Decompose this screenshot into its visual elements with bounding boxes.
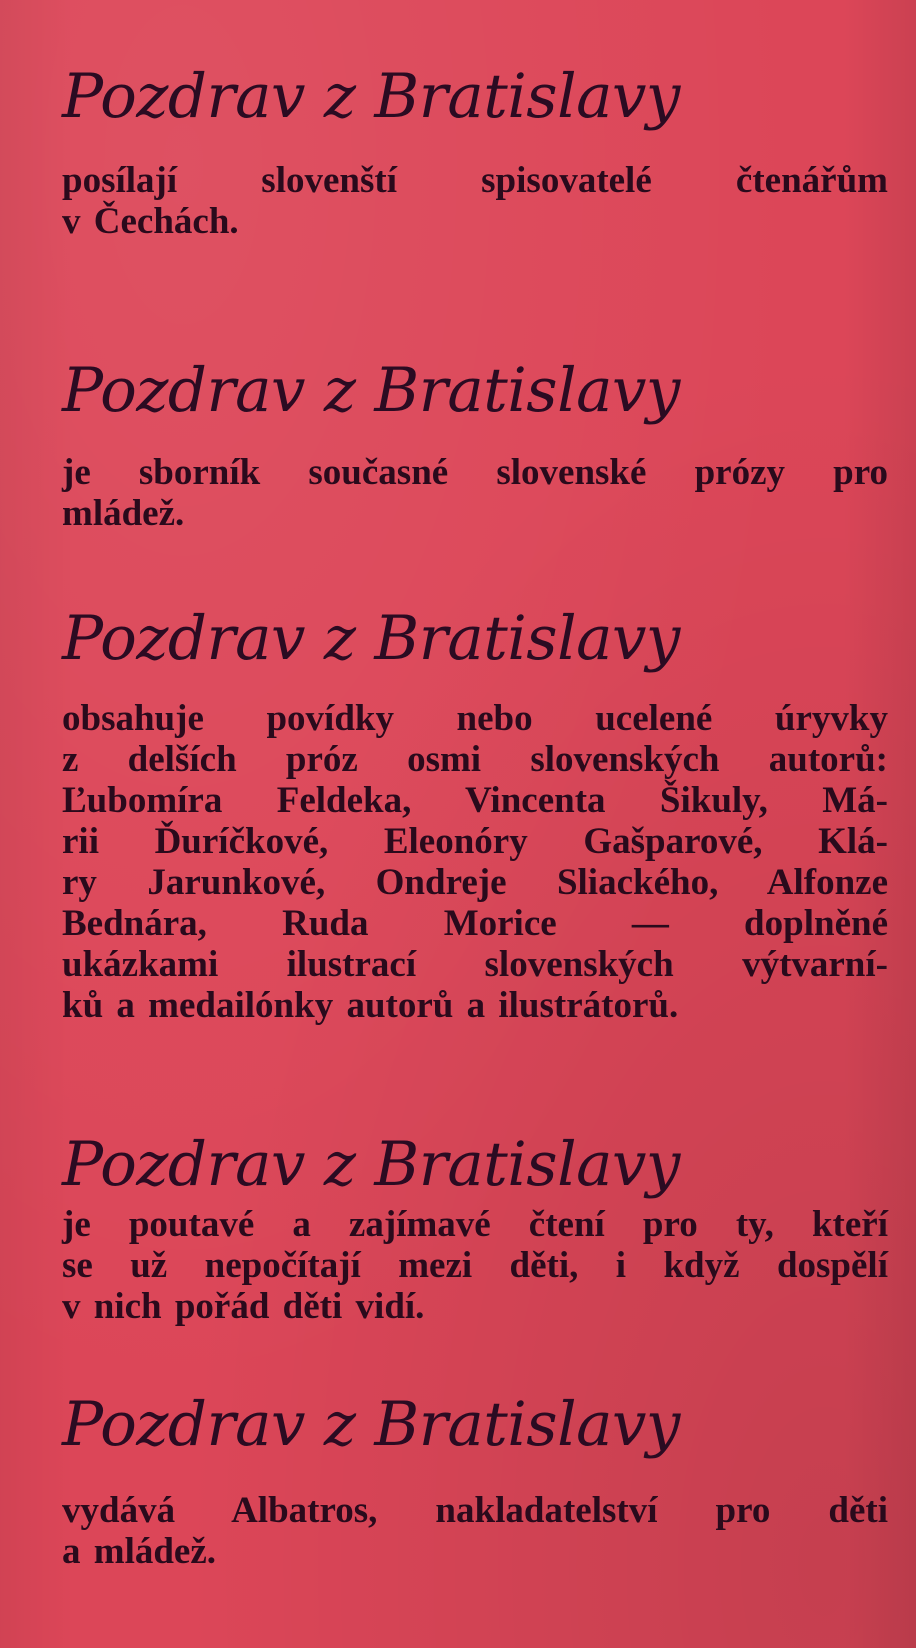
text-line: ukázkami ilustrací slovenských výtvarní- — [62, 944, 888, 985]
section-heading: Pozdrav z Bratislavy — [62, 603, 680, 674]
text-line: ků a medailónky autorů a ilustrátorů. — [62, 985, 679, 1026]
section-2 — [62, 356, 888, 534]
text-line: obsahuje povídky nebo ucelené úryvky — [62, 698, 888, 739]
section-paragraph — [62, 1490, 888, 1572]
text-line: ry Jarunkové, Ondreje Sliackého, Alfonze — [62, 862, 888, 903]
text-line: Bednára, Ruda Morice — doplněné — [62, 903, 888, 944]
text-line: se už nepočítají mezi děti, i když dospělí — [62, 1245, 888, 1286]
text-line: mládež. — [62, 493, 185, 534]
section-3 — [62, 604, 888, 1026]
text-line: Ľubomíra Feldeka, Vincenta Šikuly, Má- — [62, 780, 888, 821]
section-heading: Pozdrav z Bratislavy — [62, 1129, 680, 1200]
section-paragraph — [62, 1204, 888, 1327]
section-paragraph — [62, 452, 888, 534]
text-line: rii Ďuríčkové, Eleonóry Gašparové, Klá- — [62, 821, 888, 862]
text-line: je poutavé a zajímavé čtení pro ty, kteří — [62, 1204, 888, 1245]
text-line: a mládež. — [62, 1531, 217, 1572]
text-line: vydává Albatros, nakladatelství pro děti — [62, 1490, 888, 1531]
section-paragraph — [62, 698, 888, 1026]
section-5 — [62, 1390, 888, 1572]
section-4 — [62, 1130, 888, 1327]
text-line: z delších próz osmi slovenských autorů: — [62, 739, 888, 780]
text-line: posílají slovenští spisovatelé čtenářům — [62, 160, 888, 201]
section-1 — [62, 62, 888, 242]
text-line: v Čechách. — [62, 201, 239, 242]
section-heading: Pozdrav z Bratislavy — [62, 61, 680, 132]
text-line: je sborník současné slovenské prózy pro — [62, 452, 888, 493]
section-heading: Pozdrav z Bratislavy — [62, 1389, 680, 1460]
section-paragraph — [62, 160, 888, 242]
section-heading: Pozdrav z Bratislavy — [62, 355, 680, 426]
text-line: v nich pořád děti vidí. — [62, 1286, 425, 1327]
